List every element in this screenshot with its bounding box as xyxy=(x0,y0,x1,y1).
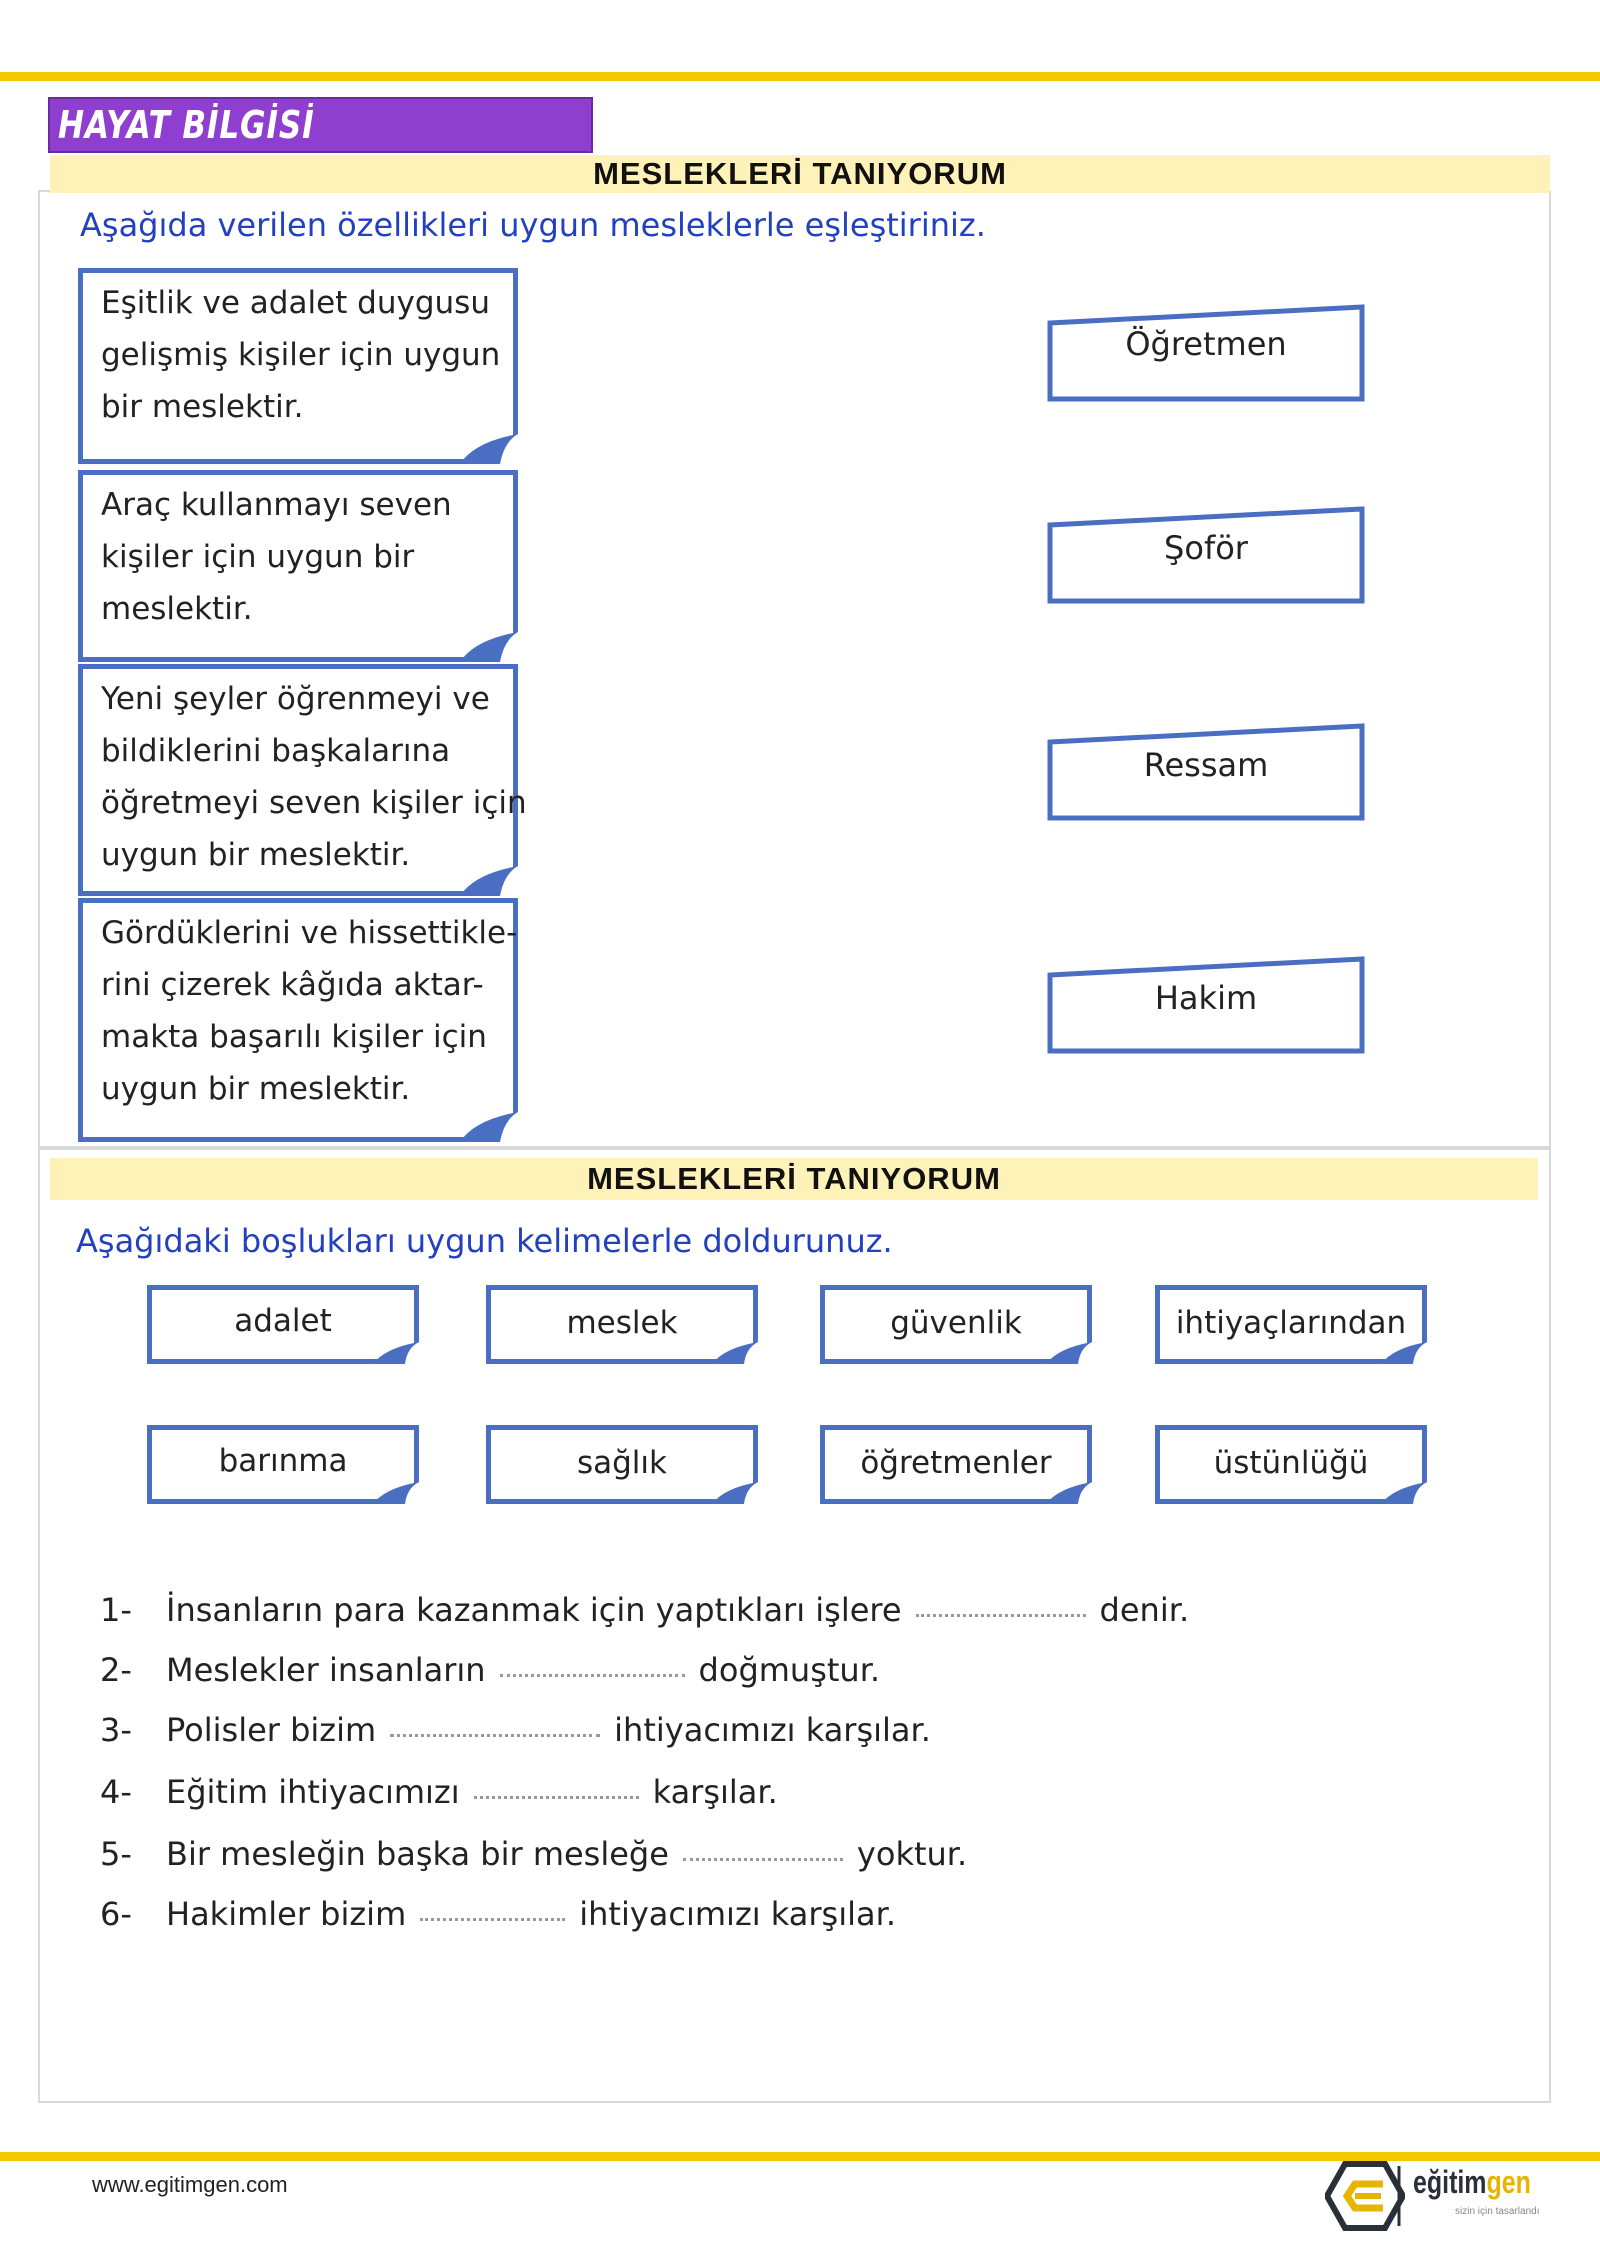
sentence-3 xyxy=(100,1706,931,1754)
page-curl-icon xyxy=(460,866,518,896)
page-curl-icon xyxy=(712,1482,758,1504)
description-line: Araç kullanmayı seven xyxy=(101,487,452,523)
answer-blank[interactable] xyxy=(420,1912,565,1921)
page-curl-icon xyxy=(460,632,518,662)
description-line: gelişmiş kişiler için uygun xyxy=(101,337,501,373)
word-label: ihtiyaçlarından xyxy=(1175,1305,1407,1341)
page-curl-icon xyxy=(1046,1482,1092,1504)
description-line: bildiklerini başkalarına xyxy=(101,733,451,769)
sentence-text-after: ihtiyacımızı karşılar. xyxy=(614,1711,931,1749)
description-line: kişiler için uygun bir xyxy=(101,539,415,575)
description-line: uygun bir meslektir. xyxy=(101,1071,411,1107)
description-line: makta başarılı kişiler için xyxy=(101,1019,487,1055)
profession-label: Öğretmen xyxy=(1125,325,1287,363)
subject-title: HAYAT BİLGİSİ xyxy=(58,103,315,147)
profession-box-driver[interactable] xyxy=(1046,505,1366,605)
sentence-number: 2- xyxy=(100,1651,132,1689)
sentence-text-before: İnsanların para kazanmak için yaptıkları işlere xyxy=(166,1591,902,1629)
logo-tagline: sizin için tasarlandı xyxy=(1455,2206,1540,2217)
description-card-1 xyxy=(78,268,518,464)
page-curl-icon xyxy=(1046,1342,1092,1364)
sentence-number: 6- xyxy=(100,1895,132,1933)
description-line: uygun bir meslektir. xyxy=(101,837,411,873)
answer-blank[interactable] xyxy=(916,1608,1086,1617)
sentence-2 xyxy=(100,1646,880,1694)
description-line: rini çizerek kâğıda aktar- xyxy=(101,967,484,1003)
profession-label: Ressam xyxy=(1143,746,1269,784)
sentence-text-before: Polisler bizim xyxy=(166,1711,377,1749)
word-card[interactable] xyxy=(486,1425,758,1504)
page-curl-icon xyxy=(1381,1482,1427,1504)
logo-wordmark: eğitimgen xyxy=(1413,2164,1531,2200)
word-label: adalet xyxy=(234,1303,332,1339)
page-curl-icon xyxy=(1381,1342,1427,1364)
profession-label: Şoför xyxy=(1164,529,1248,567)
answer-blank[interactable] xyxy=(683,1852,843,1861)
sentence-text-before: Meslekler insanların xyxy=(166,1651,486,1689)
word-label: üstünlüğü xyxy=(1213,1445,1369,1481)
section1-instruction: Aşağıda verilen özellikleri uygun mesleklerle eşleştiriniz. xyxy=(80,206,986,244)
section2-title: MESLEKLERİ TANIYORUM xyxy=(50,1158,1538,1200)
subject-tab xyxy=(48,97,593,153)
profession-box-judge[interactable] xyxy=(1046,955,1366,1055)
sentence-1 xyxy=(100,1586,1189,1634)
sentence-text-after: ihtiyacımızı karşılar. xyxy=(579,1895,896,1933)
sentence-number: 4- xyxy=(100,1773,132,1811)
description-card-3 xyxy=(78,664,527,896)
page-curl-icon xyxy=(373,1342,419,1364)
word-card[interactable] xyxy=(820,1285,1092,1364)
answer-blank[interactable] xyxy=(474,1790,639,1799)
footer-url[interactable]: www.egitimgen.com xyxy=(92,2172,288,2197)
sentence-5 xyxy=(100,1830,967,1878)
sentence-text-after: denir. xyxy=(1099,1591,1190,1629)
word-card[interactable] xyxy=(820,1425,1092,1504)
profession-box-teacher[interactable] xyxy=(1046,303,1366,403)
page-curl-icon xyxy=(712,1342,758,1364)
description-line: Gördüklerini ve hissettikle- xyxy=(101,915,518,951)
word-label: sağlık xyxy=(576,1445,667,1481)
description-line: öğretmeyi seven kişiler için xyxy=(101,785,527,821)
page-curl-icon xyxy=(460,434,518,464)
sentence-6 xyxy=(100,1890,896,1938)
description-line: bir meslektir. xyxy=(101,389,304,425)
sentence-text-before: Bir mesleğin başka bir mesleğe xyxy=(166,1835,669,1873)
section1-title: MESLEKLERİ TANIYORUM xyxy=(50,155,1550,193)
sentence-text-after: karşılar. xyxy=(652,1773,778,1811)
description-line: Eşitlik ve adalet duygusu xyxy=(101,285,490,321)
description-line: Yeni şeyler öğrenmeyi ve xyxy=(101,681,490,717)
sentence-number: 1- xyxy=(100,1591,132,1629)
brand-logo xyxy=(1325,2160,1555,2232)
section2-instruction: Aşağıdaki boşlukları uygun kelimelerle doldurunuz. xyxy=(76,1222,893,1260)
profession-label: Hakim xyxy=(1154,979,1258,1017)
sentence-number: 5- xyxy=(100,1835,132,1873)
sentence-text-after: doğmuştur. xyxy=(698,1651,881,1689)
word-label: güvenlik xyxy=(890,1305,1022,1341)
sentence-text-before: Hakimler bizim xyxy=(166,1895,407,1933)
sentence-number: 3- xyxy=(100,1711,132,1749)
sentence-text-before: Eğitim ihtiyacımızı xyxy=(166,1773,460,1811)
word-label: barınma xyxy=(218,1443,348,1479)
description-line: meslektir. xyxy=(101,591,253,627)
word-label: öğretmenler xyxy=(860,1445,1052,1481)
description-card-2 xyxy=(78,470,518,662)
top-accent-line xyxy=(0,72,1600,81)
page-curl-icon xyxy=(373,1482,419,1504)
description-card-4 xyxy=(78,898,518,1142)
word-card[interactable] xyxy=(1155,1425,1427,1504)
answer-blank[interactable] xyxy=(390,1728,600,1737)
hexagon-logo-icon xyxy=(1325,2160,1405,2232)
sentence-4 xyxy=(100,1768,778,1816)
answer-blank[interactable] xyxy=(500,1668,685,1677)
word-label: meslek xyxy=(566,1305,678,1341)
profession-box-painter[interactable] xyxy=(1046,722,1366,822)
word-card[interactable] xyxy=(1155,1285,1427,1364)
sentence-text-after: yoktur. xyxy=(856,1835,968,1873)
page-curl-icon xyxy=(460,1112,518,1142)
word-card[interactable] xyxy=(486,1285,758,1364)
word-card[interactable] xyxy=(147,1425,419,1504)
word-card[interactable] xyxy=(147,1285,419,1364)
